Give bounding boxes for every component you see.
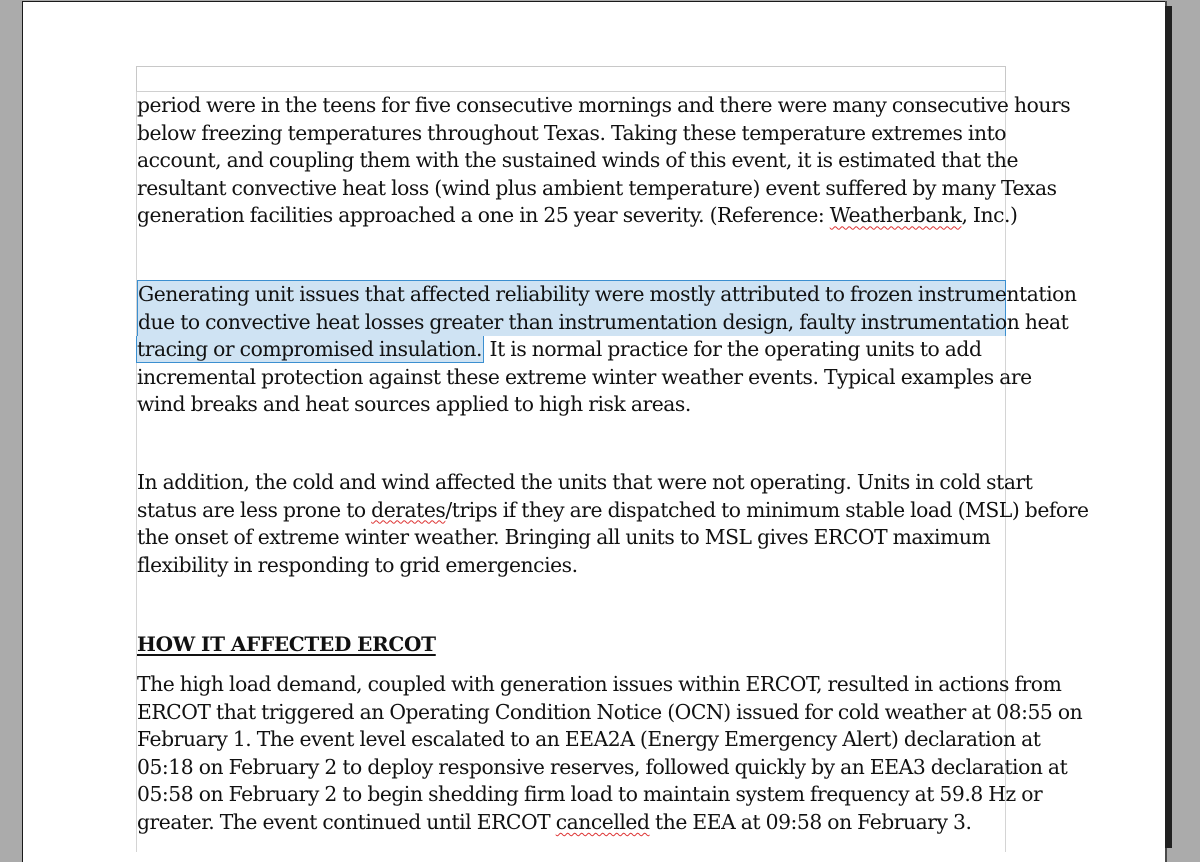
- text-run: status are less prone to: [137, 497, 372, 522]
- text-line: [137, 809, 1009, 837]
- text-run: , Inc.): [961, 203, 1018, 228]
- page-shadow: [1165, 6, 1172, 848]
- text-line: February 1. The event level escalated to an EEA2A (Energy Emergency Alert) declaration at: [137, 727, 1041, 752]
- text-line: account, and coupling them with the sustained winds of this event, it is estimated that the: [137, 148, 1019, 173]
- text-line: 05:58 on February 2 to begin shedding firm load to maintain system frequency at 59.8 Hz or: [137, 782, 1043, 807]
- paragraph-unit-issues[interactable]: [137, 280, 1077, 419]
- text-run: /trips if they are dispatched to minimum stable load (MSL) before: [445, 497, 1089, 522]
- selected-text-line[interactable]: due to convective heat losses greater than instrumentation design, faulty instrumentation heat: [137, 309, 1006, 337]
- text-run: greater. The event continued until ERCOT: [137, 809, 556, 834]
- text-run: the EEA at 09:58 on February 3.: [649, 809, 972, 834]
- text-line: [137, 202, 1018, 230]
- spellcheck-word[interactable]: cancelled: [555, 809, 650, 834]
- text-line: The high load demand, coupled with generation issues within ERCOT, resulted in actions from: [137, 671, 1062, 696]
- text-run: It is normal practice for the operating units to add: [484, 337, 982, 362]
- paragraph-spacing: [137, 579, 1009, 631]
- paragraph-cold-start[interactable]: [137, 469, 1089, 579]
- document-body[interactable]: [137, 92, 1089, 836]
- selected-text-line[interactable]: Generating unit issues that affected reliability were mostly attributed to frozen instrumentation: [137, 280, 1006, 309]
- text-run: generation facilities approached a one in 25 year severity. (Reference:: [137, 203, 830, 228]
- selected-text-run[interactable]: tracing or compromised insulation.: [137, 337, 483, 362]
- paragraph-spacing: [137, 659, 1009, 671]
- text-line: below freezing temperatures throughout Texas. Taking these temperature extremes into: [137, 120, 1007, 145]
- text-line: [137, 497, 1089, 525]
- text-line: the onset of extreme winter weather. Bringing all units to MSL gives ERCOT maximum: [137, 525, 991, 550]
- text-line: period were in the teens for five consecutive mornings and there were many consecutive hours: [137, 93, 1071, 117]
- paragraph-spacing: [137, 230, 1009, 280]
- text-line: [137, 336, 1009, 364]
- text-line: resultant convective heat loss (wind plus ambient temperature) event suffered by many Texas: [137, 175, 1057, 200]
- spellcheck-word[interactable]: derates: [371, 497, 446, 522]
- paragraph-ercot-actions[interactable]: [137, 671, 1083, 837]
- text-line: 05:18 on February 2 to deploy responsive reserves, followed quickly by an EEA3 declaration at: [137, 754, 1068, 779]
- text-line: flexibility in responding to grid emergencies.: [137, 552, 578, 577]
- text-line: incremental protection against these extreme winter weather events. Typical examples are: [137, 364, 1032, 389]
- spellcheck-word[interactable]: Weatherbank: [829, 203, 962, 228]
- paragraph-cold-temperatures[interactable]: [137, 92, 1071, 230]
- text-line: ERCOT that triggered an Operating Condition Notice (OCN) issued for cold weather at 08:55 on: [137, 699, 1083, 724]
- text-line: In addition, the cold and wind affected the units that were not operating. Units in cold start: [137, 469, 1033, 494]
- text-line: wind breaks and heat sources applied to high risk areas.: [137, 392, 691, 417]
- paragraph-spacing: [137, 419, 1009, 469]
- page-header-area[interactable]: [136, 66, 1006, 92]
- section-heading: HOW IT AFFECTED ERCOT: [137, 632, 436, 657]
